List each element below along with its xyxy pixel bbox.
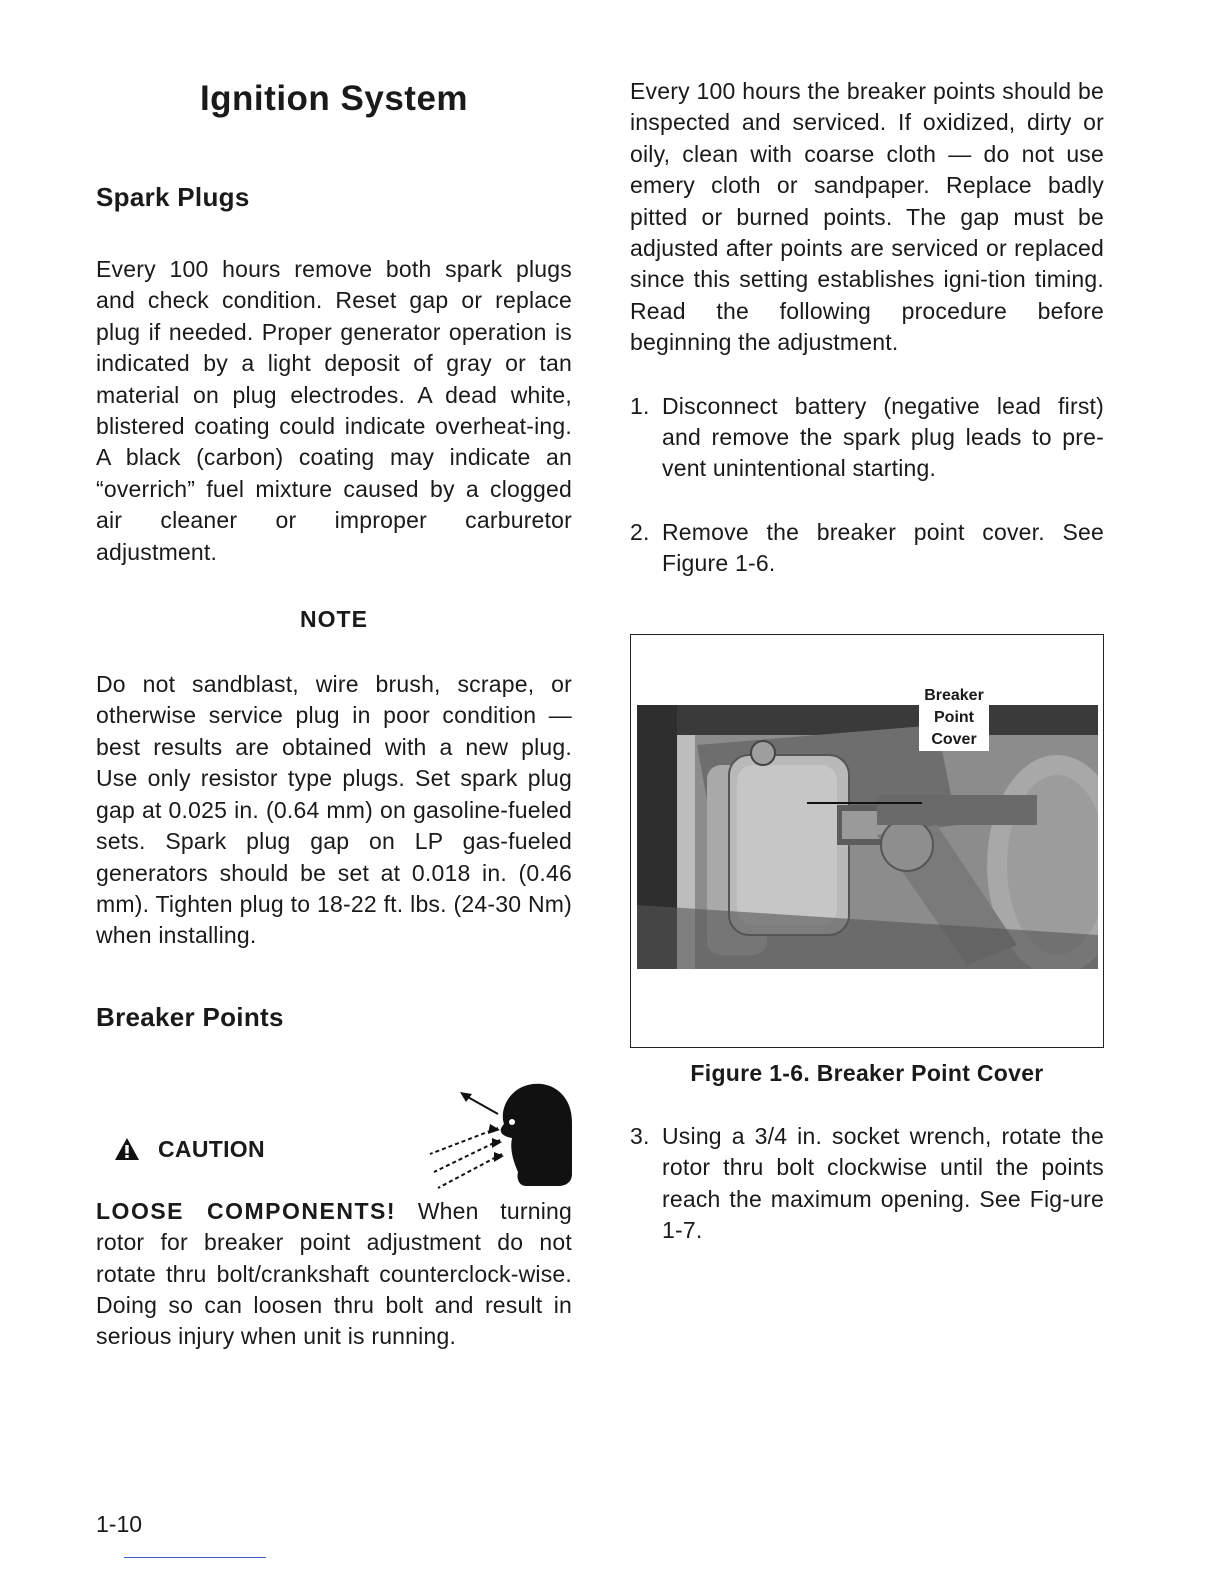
spark-plugs-paragraph: Every 100 hours remove both spark plugs and check condition. Reset gap or replace plug if needed. Proper generator operation is indicated by a light deposit of gray or tan material on plug electrodes. A dead white, blistered coating could indicate overheat-ing. A black (carbon) coating may indicate an “overrich” fuel mixture caused by a clogged air cleaner or improper carburetor adjustment. [96, 256, 572, 565]
note-title: NOTE [300, 606, 368, 633]
step-1: 1. Disconnect battery (negative lead first) and remove the spark plug leads to pre-vent unintentional starting. [630, 392, 1104, 482]
spark-plugs-heading: Spark Plugs [96, 182, 250, 212]
flying-debris-hazard-icon [420, 1078, 576, 1198]
caution-label: CAUTION [114, 1136, 265, 1163]
caution-paragraph [96, 1196, 572, 1353]
footer-rule [124, 1557, 266, 1558]
right-column [630, 76, 1104, 1246]
breaker-intro-paragraph: Every 100 hours the breaker points should be inspected and serviced. If oxidized, dirty or oily, clean with coarse cloth — do not use emery cloth or sandpaper. Replace badly pitted or burned points. The gap must be adjusted after points are serviced or replaced since this setting establishes igni-tion timing. Read the following procedure before beginning the adjustment. [630, 78, 1104, 356]
warning-triangle-icon [114, 1137, 140, 1161]
note-paragraph: Do not sandblast, wire brush, scrape, or otherwise service plug in poor condition — best results are obtained with a new plug. Use only resistor type plugs. Set spark plug gap at 0.025 in. (0.64 mm) on gasoline-fueled sets. Spark plug gap on LP gas-fueled generators should be set at 0.018 in. (0.46 mm). Tighten plug to 18-22 ft. lbs. (24-30 Nm) when installing. [96, 671, 572, 949]
left-column [96, 76, 572, 1353]
figure-caption: Figure 1-6. Breaker Point Cover [690, 1059, 1044, 1086]
step-2: 2. Remove the breaker point cover. See Figure 1-6. [630, 518, 1104, 577]
page-title: Ignition System [199, 79, 469, 118]
breaker-point-cover-callout: Breaker Point Cover [919, 685, 989, 751]
breaker-points-heading: Breaker Points [96, 1001, 284, 1032]
caution-text: When turning rotor for breaker point adjustment do not rotate thru bolt/crankshaft counterclock-wise. Doing so can loosen thru bolt and result in serious injury when unit is running. [96, 1197, 573, 1350]
figure-1-6 [630, 634, 1104, 1048]
caution-row [96, 1078, 572, 1178]
step-3: 3. Using a 3/4 in. socket wrench, rotate the rotor thru bolt clockwise until the points reach the maximum opening. See Fig-ure 1-7. [630, 1122, 1104, 1243]
page-number: 1-10 [96, 1511, 143, 1537]
breaker-point-cover-photo [637, 705, 1098, 969]
caution-lead: LOOSE COMPONENTS! [96, 1197, 397, 1224]
